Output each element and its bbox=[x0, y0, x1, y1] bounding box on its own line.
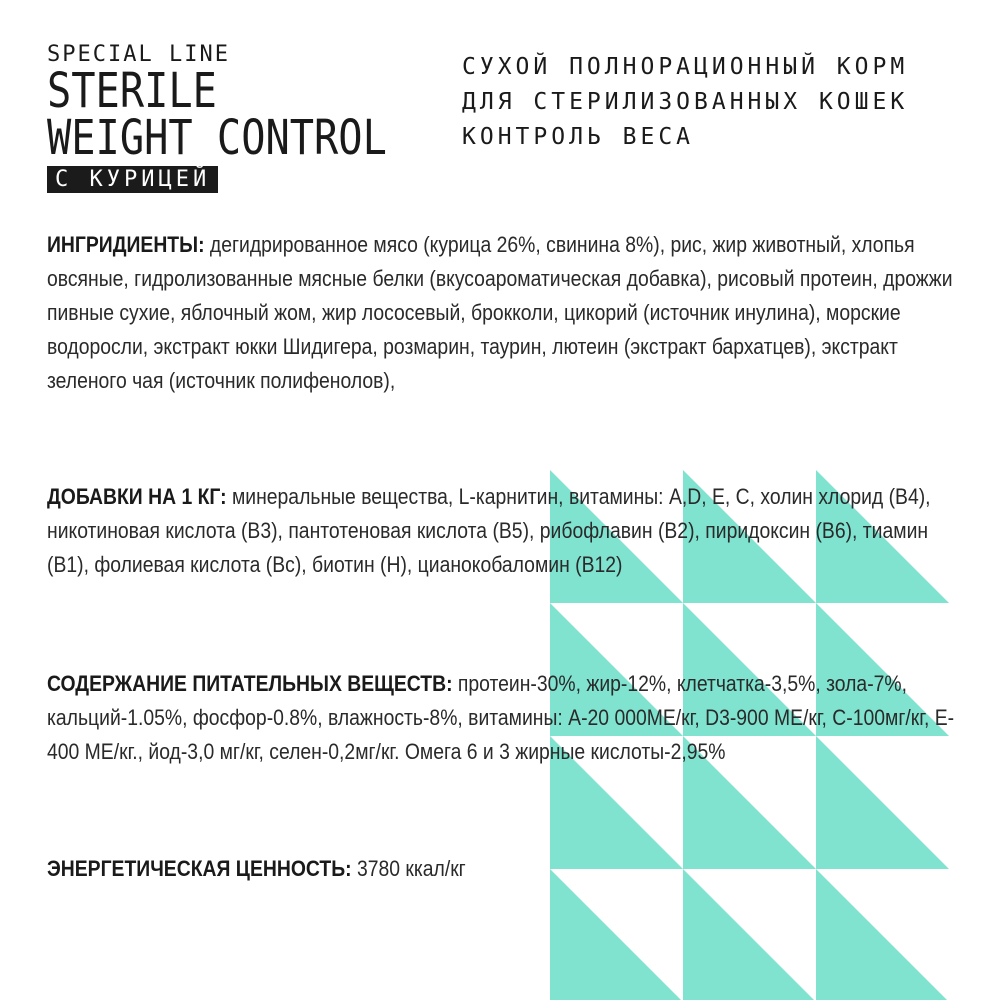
product-line: SPECIAL LINE bbox=[47, 42, 230, 67]
description-line1: СУХОЙ ПОЛНОРАЦИОННЫЙ КОРМ bbox=[462, 54, 909, 80]
product-name-line1: STERILE bbox=[47, 63, 217, 119]
product-name-line2: WEIGHT CONTROL bbox=[47, 110, 387, 166]
nutrients-text: протеин-30%, жир-12%, клетчатка-3,5%, зола-7%, кальций-1.05%, фосфор-0.8%, влажность-8%, витамины: A-20 000МЕ/кг, D3-900 МЕ/кг, C-100мг/кг, E-400 МЕ/кг., йод-3,0 мг/кг, селен-0,2мг/кг. Омега 6 и 3 жирные кислоты-2,95% bbox=[47, 671, 955, 764]
additives-section bbox=[47, 480, 967, 582]
energy-section bbox=[47, 852, 967, 886]
flavor-badge: С КУРИЦЕЙ bbox=[47, 166, 218, 193]
additives-text: минеральные вещества, L-карнитин, витамины: A,D, E, C, холин хлорид (B4), никотиновая кислота (B3), пантотеновая кислота (B5), рибофлавин (B2), пиридоксин (B6), тиамин (B1), фолиевая кислота (Bc), биотин (H), цианокобаломин (B12) bbox=[47, 484, 931, 577]
brand-block bbox=[47, 42, 452, 193]
nutrients-label: СОДЕРЖАНИЕ ПИТАТЕЛЬНЫХ ВЕЩЕСТВ: bbox=[47, 671, 453, 696]
additives-label: ДОБАВКИ НА 1 КГ: bbox=[47, 484, 227, 509]
energy-label: ЭНЕРГЕТИЧЕСКАЯ ЦЕННОСТЬ: bbox=[47, 856, 352, 881]
description-line3: КОНТРОЛЬ ВЕСА bbox=[462, 124, 695, 150]
description-line2: ДЛЯ СТЕРИЛИЗОВАННЫХ КОШЕК bbox=[462, 89, 909, 115]
ingredients-text: дегидрированное мясо (курица 26%, свинина 8%), рис, жир животный, хлопья овсяные, гидролизованные мясные белки (вкусоароматическая добавка), рисовый протеин, дрожжи пивные сухие, яблочный жом, жир лососевый, брокколи, цикорий (источник инулина), морские водоросли, экстракт юкки Шидигера, розмарин, таурин, лютеин (экстракт бархатцев), экстракт зеленого чая (источник полифенолов), bbox=[47, 232, 953, 393]
ingredients-section bbox=[47, 228, 967, 398]
energy-text: 3780 ккал/кг bbox=[351, 856, 466, 881]
nutrients-section bbox=[47, 667, 967, 769]
product-description bbox=[462, 50, 982, 155]
ingredients-label: ИНГРИДИЕНТЫ: bbox=[47, 232, 205, 257]
